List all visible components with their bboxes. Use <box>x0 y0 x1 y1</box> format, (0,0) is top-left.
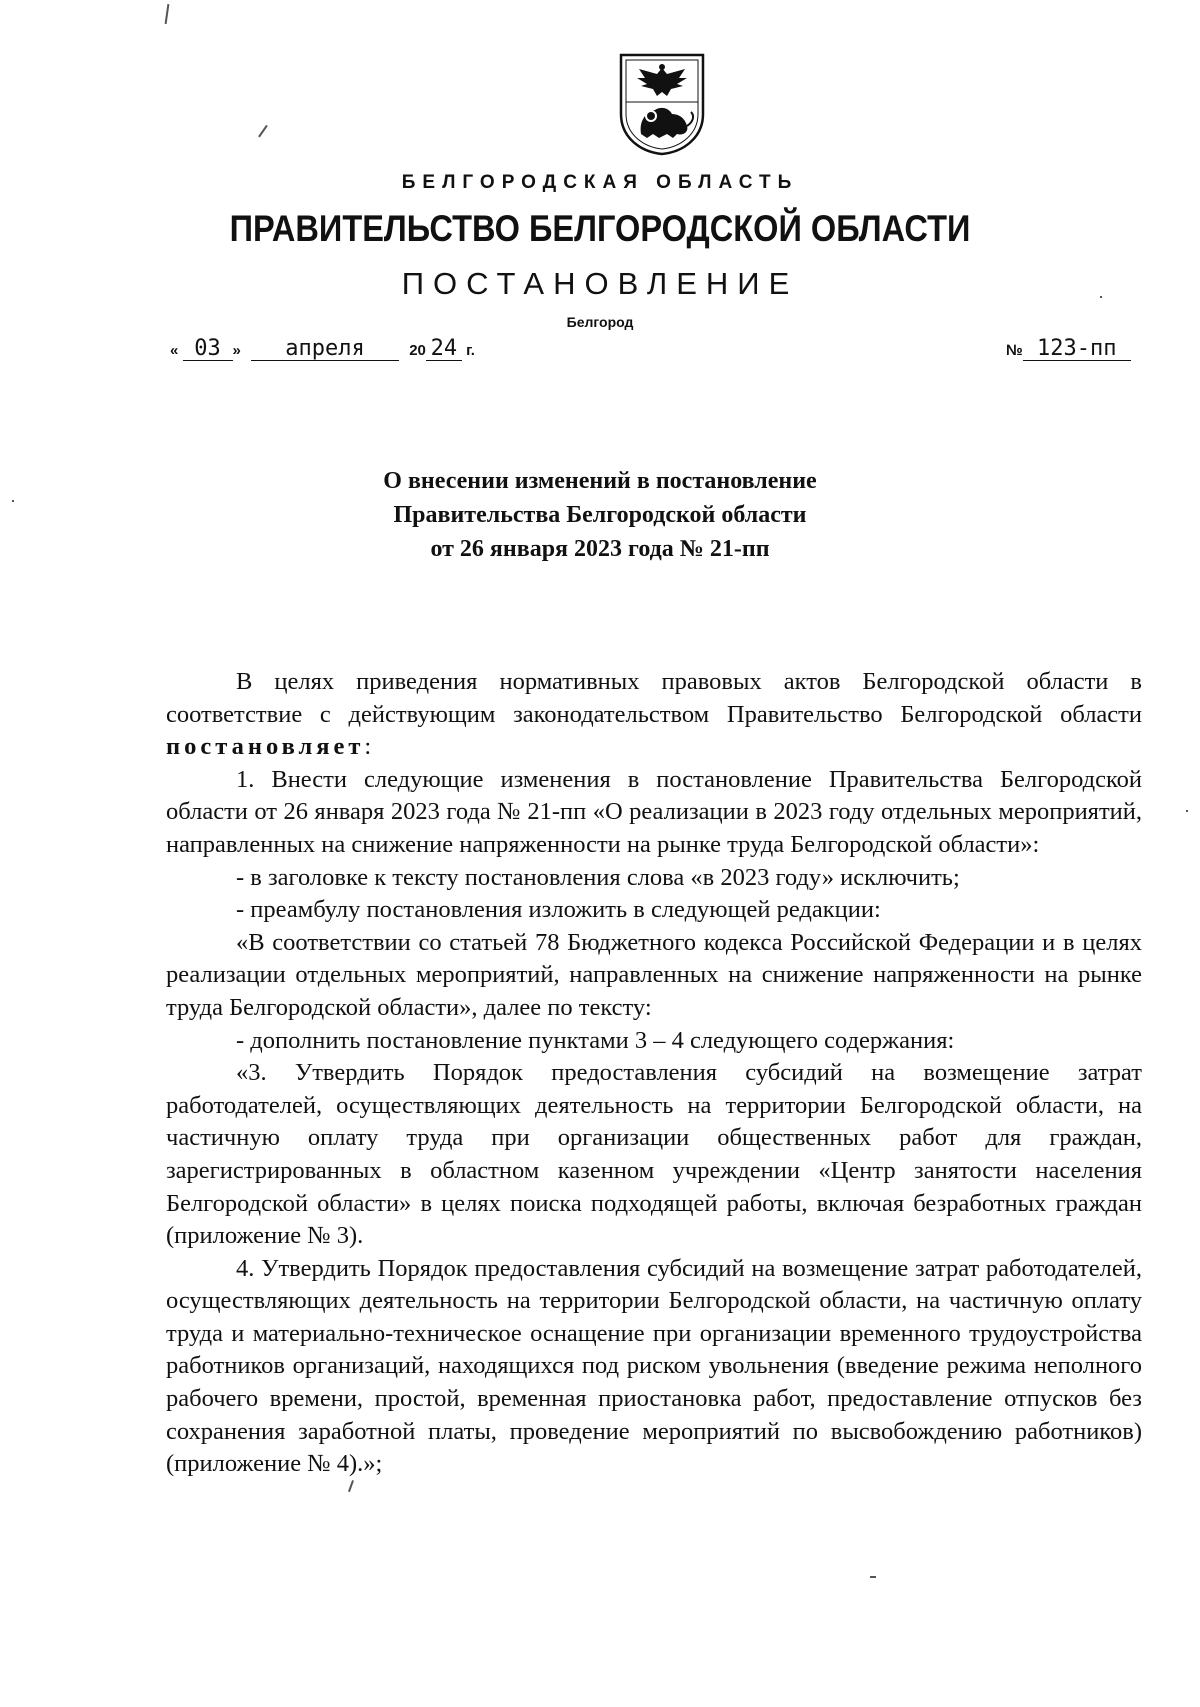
date-year-unit: г. <box>466 342 475 359</box>
scan-mark <box>258 125 267 137</box>
scan-speck <box>1100 296 1102 298</box>
paragraph-new-preamble: «В соответствии со статьей 78 Бюджетного кодекса Российской Федерации и в целях реализации отдельных мероприятий, направленных на снижение напряженности на рынке труда Белгородской области», далее по тексту: <box>166 928 1142 1021</box>
paragraph-add-items: - дополнить постановление пунктами 3 – 4 следующего содержания: <box>236 1026 955 1054</box>
scan-speck <box>1186 810 1188 812</box>
preamble-text: В целях приведения нормативных правовых актов Белгородской области в соответствие с действующим законодательством Правительство Белгородской области <box>166 668 1142 728</box>
coat-of-arms-icon <box>617 52 707 156</box>
date-day: 03 <box>183 338 233 361</box>
scan-mark <box>165 4 169 24</box>
number-label: № <box>1006 342 1023 359</box>
paragraph-item-4: 4. Утвердить Порядок предоставления субсидий на возмещение затрат работодателей, осуществляющих деятельность на территории Белгородской области, на частичную оплату труда и материально-техническое оснащение при организации временного трудоустройства работников организаций, находящихся под риском увольнения (введение режима неполного рабочего времени, простой, временная приостановка работ, предоставление отпусков без сохранения заработной платы, проведение мероприятий по высвобождению работников) (приложение № 4).»; <box>166 1254 1142 1478</box>
date-month: апреля <box>251 338 399 361</box>
paragraph-preamble <box>166 666 1142 764</box>
scan-mark <box>870 1576 876 1578</box>
document-number <box>1006 338 1131 361</box>
preamble-decree-word: постановляет <box>166 733 365 761</box>
paragraph-item-1: 1. Внести следующие изменения в постановление Правительства Белгородской области от 26 января 2023 года № 21-пп «О реализации в 2023 году отдельных мероприятий, направленных на снижение напряженности на рынке труда Белгородской области»: <box>166 765 1142 858</box>
government-name: ПРАВИТЕЛЬСТВО БЕЛГОРОДСКОЙ ОБЛАСТИ <box>229 208 971 249</box>
paragraph-item-3: «3. Утвердить Порядок предоставления субсидий на возмещение затрат работодателей, осуществляющих деятельность на территории Белгородской области, на частичную оплату труда при организации общественных работ для граждан, зарегистрированных в областном казенном учреждении «Центр занятости населения Белгородской области» в целях поиска подходящей работы, включая безработных граждан (приложение № 3). <box>166 1059 1142 1250</box>
date-year-prefix: 20 <box>409 342 426 359</box>
date-close-quote: » <box>232 342 241 359</box>
number-value: 123-пп <box>1023 338 1131 361</box>
document-date <box>170 338 475 361</box>
preamble-colon: : <box>364 733 372 761</box>
paragraph-title-change: - в заголовке к тексту постановления слова «в 2023 году» исключить; <box>236 863 960 891</box>
paragraph-preamble-change: - преамбулу постановления изложить в следующей редакции: <box>236 896 881 924</box>
date-year-suffix: 24 <box>426 338 462 361</box>
scan-mark <box>348 1480 354 1492</box>
date-open-quote: « <box>170 342 179 359</box>
title-line-2: Правительства Белгородской области <box>393 502 807 528</box>
title-line-3: от 26 января 2023 года № 21-пп <box>430 536 770 562</box>
title-line-1: О внесении изменений в постановление <box>383 468 817 494</box>
scan-speck <box>12 500 14 502</box>
document-title <box>0 464 1200 566</box>
region-name: БЕЛГОРОДСКАЯ ОБЛАСТЬ <box>401 172 799 193</box>
document-body <box>166 666 1142 1481</box>
city-name: Белгород <box>566 314 634 330</box>
document-type: ПОСТАНОВЛЕНИЕ <box>401 266 799 301</box>
